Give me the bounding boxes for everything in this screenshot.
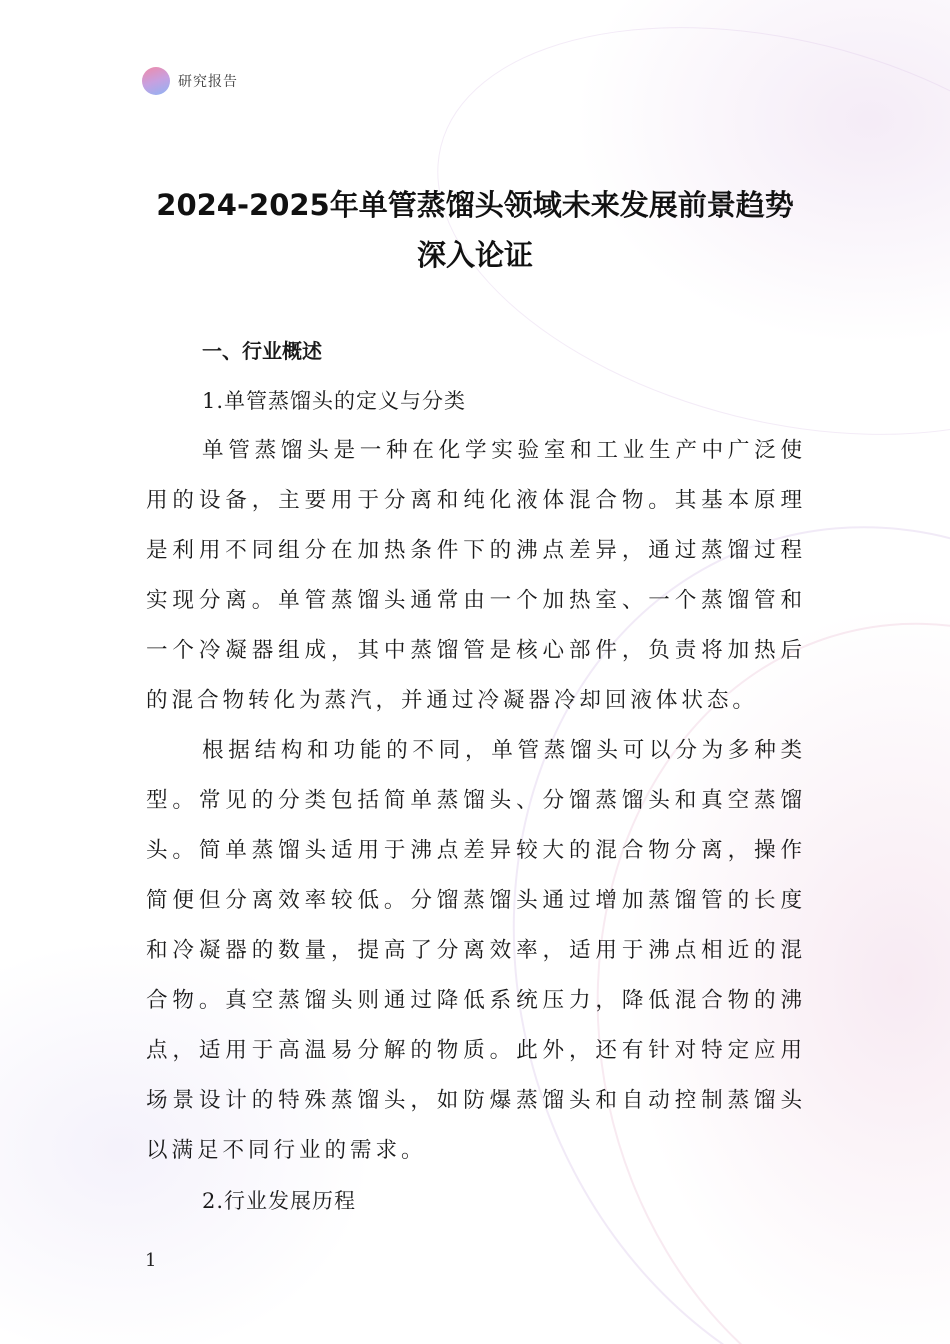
logo-circle-icon [142, 67, 170, 95]
title-line-2: 深入论证 [416, 238, 533, 272]
title-line-1: 2024-2025年单管蒸馏头领域未来发展前景趋势 [156, 188, 794, 222]
document-title [130, 180, 820, 280]
subsection-heading: 2.行业发展历程 [202, 1189, 357, 1213]
body-paragraph: 单管蒸馏头是一种在化学实验室和工业生产中广泛使用的设备，主要用于分离和纯化液体混合物。其基本原理是利用不同组分在加热条件下的沸点差异，通过蒸馏过程实现分离。单管蒸馏头通常由一个加热室、一个蒸馏管和一个冷凝器组成，其中蒸馏管是核心部件，负责将加热后的混合物转化为蒸汽，并通过冷凝器冷却回液体状态。 [146, 438, 806, 713]
header-label: 研究报告 [178, 74, 238, 90]
page-number: 1 [145, 1250, 157, 1271]
report-header [142, 66, 238, 96]
body-paragraph: 根据结构和功能的不同，单管蒸馏头可以分为多种类型。常见的分类包括简单蒸馏头、分馏蒸馏头和真空蒸馏头。简单蒸馏头适用于沸点差异较大的混合物分离，操作简便但分离效率较低。分馏蒸馏头通过增加蒸馏管的长度和冷凝器的数量，提高了分离效率，适用于沸点相近的混合物。真空蒸馏头则通过降低系统压力，降低混合物的沸点，适用于高温易分解的物质。此外，还有针对特定应用场景设计的特殊蒸馏头，如防爆蒸馏头和自动控制蒸馏头以满足不同行业的需求。 [146, 738, 806, 1163]
section-heading: 一、行业概述 [202, 339, 322, 363]
subsection-heading: 1.单管蒸馏头的定义与分类 [202, 389, 467, 413]
document-body [146, 326, 806, 1226]
